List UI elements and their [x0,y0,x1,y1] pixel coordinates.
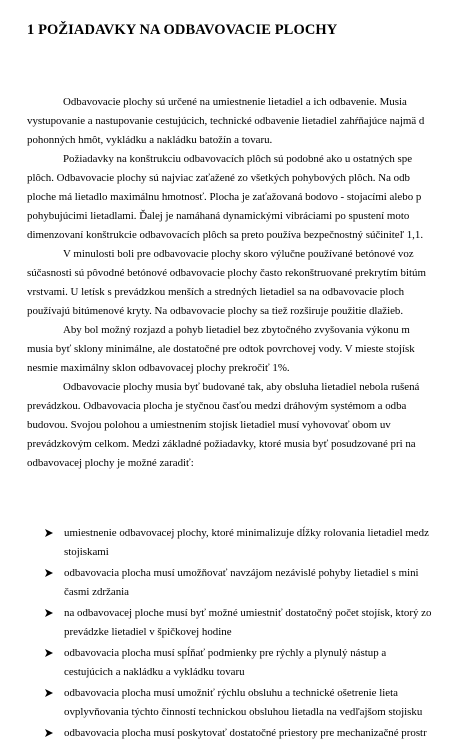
text-line: pohybujúcimi lietadlami. Ďalej je namáhaná dynamickými vibráciami po spustení moto [27,210,410,222]
text-line: Požiadavky na konštrukciu odbavovacích plôch sú podobné ako u ostatných spe [63,153,413,165]
text-line: časmi zdržania [64,586,130,598]
text-line: ovplyvňovania týchto činností technickou obsluhou lietadla na vedľajšom stojisku [64,706,423,718]
requirements-list [44,524,468,745]
text-line: odbavovacej plochy je možné zaradiť: [27,457,194,469]
text-line: plôch. Odbavovacie plochy sú najviac zaťažené zo všetkých pohybových plôch. Na odb [27,172,410,184]
text-line: vystupovanie a nastupovanie cestujúcich, technické odbavenie lietadiel zahŕňajúce najmä d [27,115,425,127]
text-line: prevádzkou. Odbavovacia plocha je styčnou časťou medzi dráhovým systémom a odba [27,400,407,412]
text-line: odbavovacia plocha musí umožňovať navzájom nezávislé pohyby lietadiel s mini [64,567,419,579]
text-line: stojiskami [64,546,109,558]
list-item [44,644,468,682]
arrow-bullet-icon [44,648,54,658]
list-item [44,684,468,722]
text-line: prevádzke lietadiel v špičkovej hodine [64,626,232,638]
text-line: na odbavovacej ploche musí byť možné umiestniť dostatočný počet stojísk, ktorý zo [64,607,432,619]
text-line: V minulosti boli pre odbavovacie plochy skoro výlučne používané betónové voz [63,248,414,260]
paragraph [27,245,468,321]
text-line: odbavovacia plocha musí poskytovať dostatočné priestory pre mechanizačné prostr [64,727,427,739]
paragraph [27,93,468,150]
paragraph [27,378,468,473]
list-item [44,524,468,562]
text-line: ploche má lietadlo maximálnu hmotnosť. Plocha je zaťažovaná bodovo - stojacími alebo p [27,191,422,203]
arrow-bullet-icon [44,688,54,698]
text-line: umiestnenie odbavovacej plochy, ktoré minimalizuje dĺžky rolovania lietadiel medz [64,527,429,539]
text-line: nesmie maximálny sklon odbavovacej plochy prekročiť 1%. [27,362,290,374]
paragraph [27,321,468,378]
text-line: odbavovacia plocha musí spĺňať podmienky pre rýchly a plynulý nástup a [64,647,387,659]
arrow-bullet-icon [44,728,54,738]
text-line: odbavovacia plocha musí umožniť rýchlu obsluhu a technické ošetrenie lieta [64,687,398,699]
section-heading: 1 POŽIADAVKY NA ODBAVOVACIE PLOCHY [27,22,338,38]
text-line: dimenzovaní konštrukcie odbavovacích plôch sa preto používa bezpečnostný súčiniteľ 1,1. [27,229,424,241]
list-item [44,724,468,743]
arrow-bullet-icon [44,528,54,538]
list-item [44,564,468,602]
text-line: Odbavovacie plochy musia byť budované tak, aby obsluha lietadiel nebola rušená [63,381,420,393]
text-line: prevádzkovým celkom. Medzi základné požiadavky, ktoré musia byť posudzované pri na [27,438,416,450]
arrow-bullet-icon [44,568,54,578]
paragraph [27,150,468,245]
text-line: súčasnosti sú pôvodné betónové odbavovacie plochy často rekonštruované prekrytím bitúm [27,267,426,279]
text-line: budovou. Svojou polohou a umiestnením stojísk lietadiel musí vyhovovať obom uv [27,419,391,431]
text-line: používajú bitúmenové kryty. Na odbavovacie plochy sa tiež rozširuje použitie dlažieb. [27,305,404,317]
text-line: Odbavovacie plochy sú určené na umiestnenie lietadiel a ich odbavenie. Musia [63,96,407,108]
text-line: musia byť sklony minimálne, ale dostatočné pre odtok povrchovej vody. V mieste stojísk [27,343,415,355]
text-line: vrstvami. U letísk s prevádzkou menších a stredných lietadiel sa na odbavovacie ploch [27,286,405,298]
arrow-bullet-icon [44,608,54,618]
text-line: Aby bol možný rozjazd a pohyb lietadiel bez zbytočného zvyšovania výkonu m [63,324,410,336]
body-text [27,93,468,473]
text-line: pohonných hmôt, vykládku a nakládku batožín a tovaru. [27,134,273,146]
list-item [44,604,468,642]
text-line: cestujúcich a nakládku a vykládku tovaru [64,666,245,678]
